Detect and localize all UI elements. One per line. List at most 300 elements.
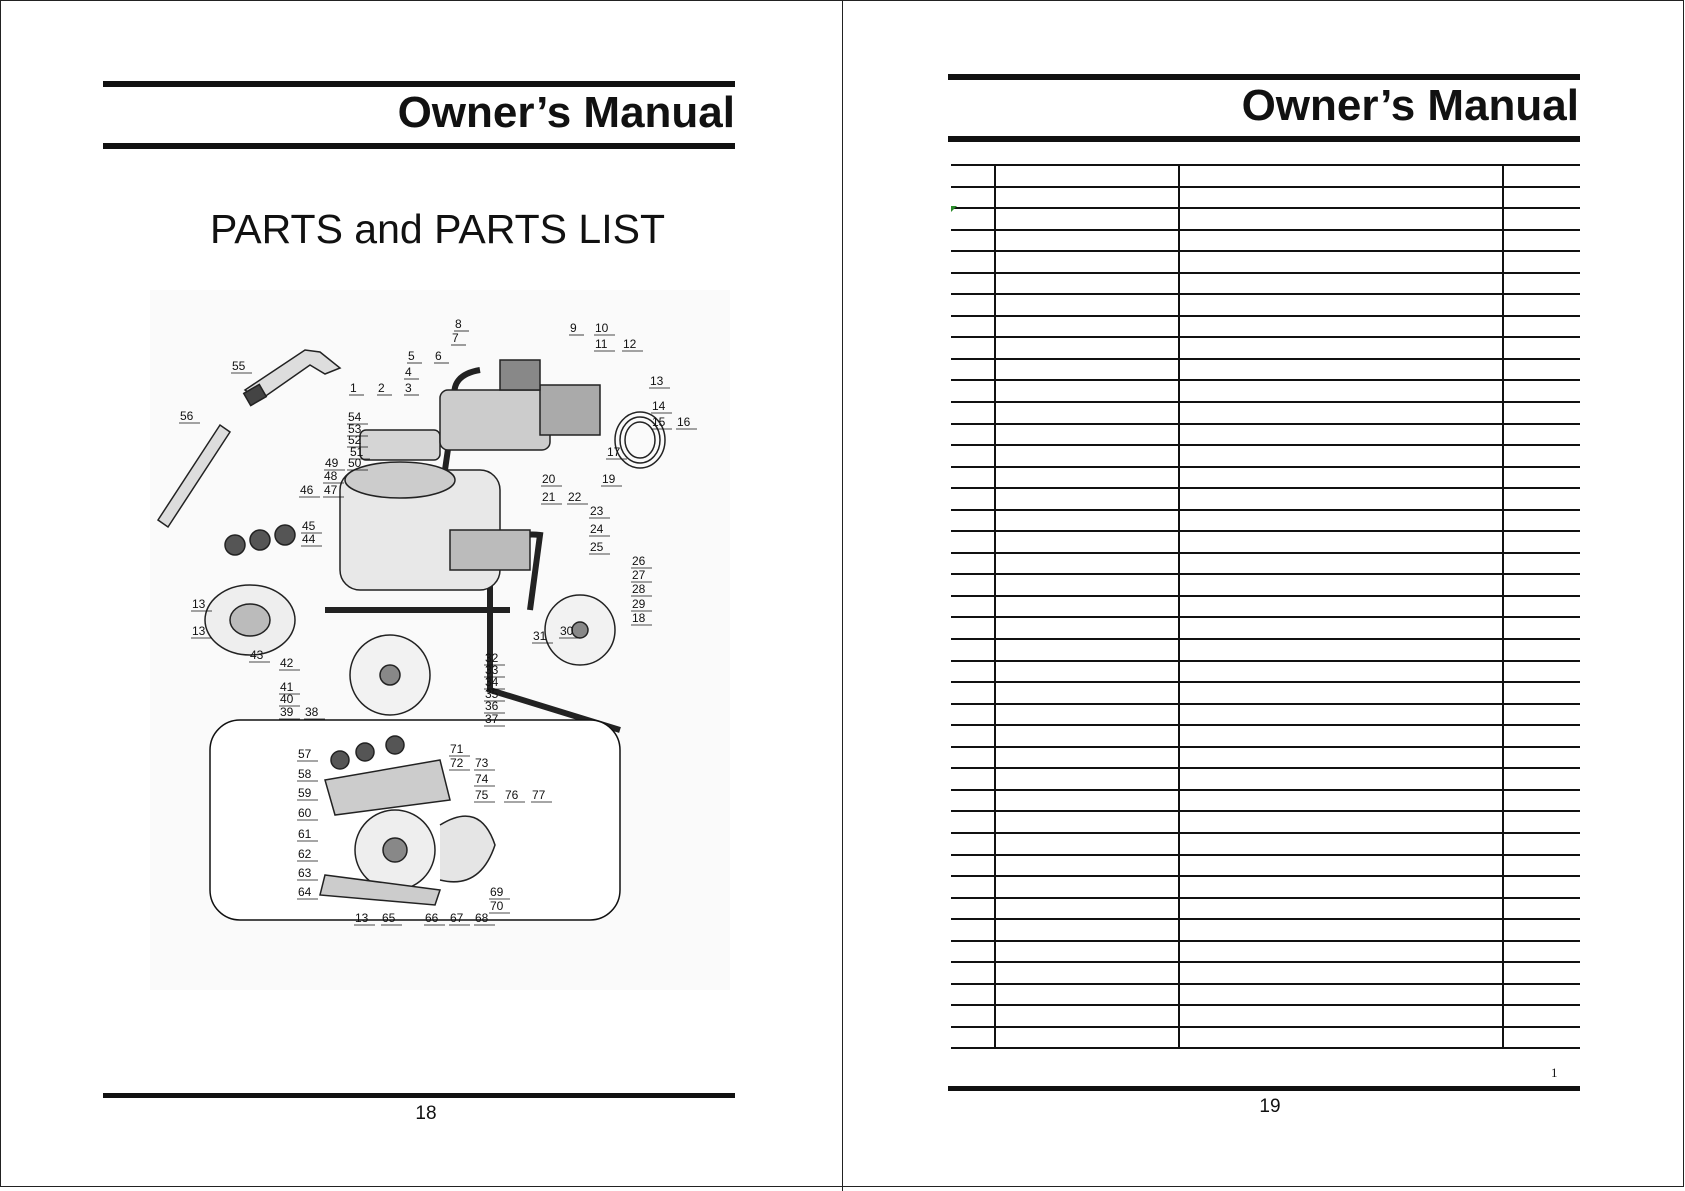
table-cell — [951, 488, 995, 510]
table-row — [951, 790, 1580, 812]
table-cell — [951, 941, 995, 963]
callout-46: 46 — [300, 483, 314, 497]
table-cell — [1503, 639, 1580, 661]
table-cell — [1179, 187, 1503, 209]
table-cell — [1503, 855, 1580, 877]
callout-27: 27 — [632, 568, 646, 582]
table-cell — [951, 531, 995, 553]
callout-65: 65 — [382, 911, 396, 925]
callout-45: 45 — [302, 519, 316, 533]
exploded-parts-diagram — [150, 290, 730, 990]
callout-13: 13 — [650, 374, 664, 388]
table-cell — [1179, 510, 1503, 532]
table-cell — [995, 510, 1179, 532]
callout-48: 48 — [324, 469, 338, 483]
callout-9: 9 — [570, 321, 577, 335]
table-cell — [995, 380, 1179, 402]
callout-53: 53 — [348, 422, 362, 436]
callout-64: 64 — [298, 885, 312, 899]
callout-28: 28 — [632, 582, 646, 596]
table-cell — [951, 1027, 995, 1049]
table-cell — [1179, 208, 1503, 230]
table-cell — [951, 402, 995, 424]
table-cell — [1179, 380, 1503, 402]
callout-2: 2 — [378, 381, 385, 395]
table-cell — [1503, 531, 1580, 553]
table-cell — [1179, 984, 1503, 1006]
table-cell — [951, 467, 995, 489]
table-row — [951, 316, 1580, 338]
callout-41: 41 — [280, 680, 294, 694]
callout-12: 12 — [623, 337, 637, 351]
table-cell — [1179, 833, 1503, 855]
table-cell — [995, 273, 1179, 295]
callout-71: 71 — [450, 742, 464, 756]
table-cell — [1179, 467, 1503, 489]
table-cell — [995, 424, 1179, 446]
callout-42: 42 — [280, 656, 294, 670]
callout-4: 4 — [405, 365, 412, 379]
table-row — [951, 467, 1580, 489]
table-row — [951, 574, 1580, 596]
callout-67: 67 — [450, 911, 464, 925]
callout-44: 44 — [302, 532, 316, 546]
table-cell — [951, 273, 995, 295]
table-cell — [951, 790, 995, 812]
callout-25: 25 — [590, 540, 604, 554]
table-cell — [1179, 725, 1503, 747]
table-row — [951, 617, 1580, 639]
table-cell — [951, 359, 995, 381]
table-row — [951, 510, 1580, 532]
table-cell — [995, 187, 1179, 209]
table-cell — [1179, 294, 1503, 316]
table-cell — [995, 725, 1179, 747]
table-cell — [1179, 962, 1503, 984]
table-cell — [995, 488, 1179, 510]
table-cell — [951, 165, 995, 187]
table-cell — [951, 682, 995, 704]
table-cell — [951, 962, 995, 984]
table-row — [951, 919, 1580, 941]
callout-77: 77 — [532, 788, 546, 802]
footer-rule — [948, 1086, 1580, 1091]
callout-54: 54 — [348, 410, 362, 424]
table-cell — [995, 596, 1179, 618]
callout-57: 57 — [298, 747, 312, 761]
table-cell — [1179, 919, 1503, 941]
table-cell — [951, 424, 995, 446]
table-cell — [1503, 251, 1580, 273]
header-rule-bottom — [948, 136, 1580, 142]
table-row — [951, 962, 1580, 984]
table-cell — [1503, 316, 1580, 338]
table-row — [951, 811, 1580, 833]
table-cell — [1179, 337, 1503, 359]
callout-55: 55 — [232, 359, 246, 373]
table-row — [951, 402, 1580, 424]
green-marker — [951, 206, 957, 212]
table-cell — [951, 553, 995, 575]
callout-17: 17 — [607, 445, 621, 459]
table-cell — [951, 596, 995, 618]
table-row — [951, 553, 1580, 575]
table-cell — [995, 574, 1179, 596]
table-cell — [995, 704, 1179, 726]
table-cell — [995, 962, 1179, 984]
table-cell — [1503, 725, 1580, 747]
table-cell — [995, 790, 1179, 812]
table-cell — [1503, 876, 1580, 898]
callout-11: 11 — [595, 337, 608, 351]
table-cell — [995, 833, 1179, 855]
table-cell — [951, 617, 995, 639]
callout-29: 29 — [632, 597, 646, 611]
table-cell — [1503, 1027, 1580, 1049]
callout-47: 47 — [324, 483, 338, 497]
table-cell — [1503, 898, 1580, 920]
callout-13: 13 — [355, 911, 369, 925]
table-row — [951, 984, 1580, 1006]
table-cell — [1179, 574, 1503, 596]
table-cell — [995, 811, 1179, 833]
table-row — [951, 1005, 1580, 1027]
callout-24: 24 — [590, 522, 604, 536]
callout-49: 49 — [325, 456, 339, 470]
table-row — [951, 380, 1580, 402]
callout-62: 62 — [298, 847, 312, 861]
callout-8: 8 — [455, 317, 462, 331]
table-cell — [1179, 941, 1503, 963]
table-cell — [1503, 747, 1580, 769]
page-number: 19 — [1259, 1096, 1281, 1117]
table-cell — [1179, 531, 1503, 553]
callout-6: 6 — [435, 349, 442, 363]
callout-23: 23 — [590, 504, 604, 518]
table-cell — [1179, 596, 1503, 618]
table-cell — [995, 165, 1179, 187]
table-row — [951, 251, 1580, 273]
table-cell — [1503, 768, 1580, 790]
header-rule-top — [103, 81, 735, 87]
table-cell — [1503, 919, 1580, 941]
parts-list-table — [951, 164, 1580, 1049]
table-cell — [1179, 445, 1503, 467]
table-row — [951, 359, 1580, 381]
table-cell — [1179, 424, 1503, 446]
table-cell — [1503, 165, 1580, 187]
table-cell — [1503, 617, 1580, 639]
callout-58: 58 — [298, 767, 312, 781]
table-row — [951, 187, 1580, 209]
table-cell — [1503, 445, 1580, 467]
table-cell — [1503, 273, 1580, 295]
table-cell — [1503, 359, 1580, 381]
table-cell — [951, 704, 995, 726]
table-row — [951, 208, 1580, 230]
table-cell — [995, 617, 1179, 639]
table-cell — [951, 445, 995, 467]
callout-7: 7 — [452, 331, 459, 345]
callout-51: 51 — [350, 445, 364, 459]
table-cell — [951, 230, 995, 252]
table-cell — [1179, 876, 1503, 898]
right-page — [843, 0, 1685, 1191]
table-cell — [951, 725, 995, 747]
table-cell — [995, 316, 1179, 338]
table-cell — [951, 1005, 995, 1027]
callout-43: 43 — [250, 648, 264, 662]
table-row — [951, 941, 1580, 963]
table-cell — [995, 1005, 1179, 1027]
callout-50: 50 — [348, 456, 362, 470]
table-cell — [1503, 811, 1580, 833]
table-cell — [951, 337, 995, 359]
table-cell — [951, 187, 995, 209]
table-cell — [995, 682, 1179, 704]
table-cell — [995, 251, 1179, 273]
callout-1: 1 — [350, 381, 357, 395]
page-header-title: Owner’s Manual — [1241, 81, 1579, 130]
table-cell — [995, 553, 1179, 575]
table-cell — [995, 445, 1179, 467]
callout-70: 70 — [490, 899, 504, 913]
callout-5: 5 — [408, 349, 415, 363]
table-cell — [951, 811, 995, 833]
table-cell — [951, 898, 995, 920]
table-cell — [1503, 380, 1580, 402]
table-cell — [995, 876, 1179, 898]
callout-73: 73 — [475, 756, 489, 770]
footer-mark: 1 — [1551, 1065, 1558, 1080]
table-row — [951, 747, 1580, 769]
callout-15: 15 — [652, 415, 666, 429]
callout-19: 19 — [602, 472, 616, 486]
callout-61: 61 — [298, 827, 312, 841]
table-cell — [1503, 596, 1580, 618]
table-cell — [951, 984, 995, 1006]
table-row — [951, 855, 1580, 877]
table-row — [951, 230, 1580, 252]
callout-56: 56 — [180, 409, 194, 423]
callout-37: 37 — [485, 712, 499, 726]
table-cell — [995, 898, 1179, 920]
table-row — [951, 768, 1580, 790]
table-cell — [1179, 553, 1503, 575]
callout-33: 33 — [485, 663, 499, 677]
callout-34: 34 — [485, 675, 499, 689]
table-cell — [951, 294, 995, 316]
table-row — [951, 273, 1580, 295]
callout-52: 52 — [348, 433, 362, 447]
table-cell — [995, 639, 1179, 661]
header-rule-bottom — [103, 143, 735, 149]
table-cell — [1503, 208, 1580, 230]
table-cell — [995, 919, 1179, 941]
table-row — [951, 531, 1580, 553]
table-cell — [995, 661, 1179, 683]
table-cell — [995, 294, 1179, 316]
table-row — [951, 424, 1580, 446]
table-cell — [951, 661, 995, 683]
table-cell — [995, 531, 1179, 553]
table-cell — [1503, 682, 1580, 704]
table-cell — [1179, 704, 1503, 726]
table-cell — [951, 208, 995, 230]
table-cell — [1503, 704, 1580, 726]
callout-63: 63 — [298, 866, 312, 880]
table-cell — [1503, 424, 1580, 446]
table-cell — [1503, 833, 1580, 855]
callout-68: 68 — [475, 911, 489, 925]
callout-72: 72 — [450, 756, 464, 770]
table-cell — [1503, 1005, 1580, 1027]
table-cell — [951, 747, 995, 769]
table-cell — [995, 337, 1179, 359]
callout-14: 14 — [652, 399, 666, 413]
table-cell — [1503, 941, 1580, 963]
table-row — [951, 833, 1580, 855]
table-cell — [1179, 682, 1503, 704]
table-cell — [995, 747, 1179, 769]
table-cell — [1179, 230, 1503, 252]
table-cell — [1179, 165, 1503, 187]
callout-60: 60 — [298, 806, 312, 820]
table-cell — [951, 833, 995, 855]
table-cell — [1503, 402, 1580, 424]
table-row — [951, 337, 1580, 359]
callout-32: 32 — [485, 651, 499, 665]
callout-31: 31 — [533, 629, 547, 643]
table-row — [951, 294, 1580, 316]
callout-10: 10 — [595, 321, 609, 335]
left-page — [0, 0, 842, 1191]
callout-35: 35 — [485, 687, 499, 701]
table-cell — [1179, 359, 1503, 381]
table-cell — [995, 402, 1179, 424]
callout-22: 22 — [568, 490, 582, 504]
table-cell — [1179, 790, 1503, 812]
callout-39: 39 — [280, 705, 294, 719]
table-cell — [951, 251, 995, 273]
table-cell — [1503, 790, 1580, 812]
table-cell — [1179, 639, 1503, 661]
callout-26: 26 — [632, 554, 646, 568]
callout-3: 3 — [405, 381, 412, 395]
callout-69: 69 — [490, 885, 504, 899]
callout-20: 20 — [542, 472, 556, 486]
table-cell — [1179, 316, 1503, 338]
callout-36: 36 — [485, 699, 499, 713]
callout-76: 76 — [505, 788, 519, 802]
callout-30: 30 — [560, 624, 574, 638]
section-title: PARTS and PARTS LIST — [210, 206, 665, 252]
table-cell — [995, 467, 1179, 489]
table-cell — [1179, 273, 1503, 295]
table-cell — [1179, 768, 1503, 790]
callout-18: 18 — [632, 611, 646, 625]
table-row — [951, 1027, 1580, 1049]
table-cell — [1179, 488, 1503, 510]
table-cell — [1179, 661, 1503, 683]
callout-59: 59 — [298, 786, 312, 800]
table-row — [951, 682, 1580, 704]
table-row — [951, 725, 1580, 747]
table-cell — [1503, 510, 1580, 532]
callout-38: 38 — [305, 705, 319, 719]
table-cell — [995, 941, 1179, 963]
callout-16: 16 — [677, 415, 691, 429]
callout-13: 13 — [192, 624, 206, 638]
table-cell — [1503, 294, 1580, 316]
table-cell — [1179, 811, 1503, 833]
table-row — [951, 898, 1580, 920]
table-cell — [1503, 337, 1580, 359]
table-cell — [1179, 402, 1503, 424]
table-row — [951, 488, 1580, 510]
table-cell — [1179, 898, 1503, 920]
table-row — [951, 596, 1580, 618]
table-cell — [951, 510, 995, 532]
table-cell — [1503, 553, 1580, 575]
table-cell — [1503, 187, 1580, 209]
table-cell — [951, 855, 995, 877]
table-cell — [1179, 1005, 1503, 1027]
table-row — [951, 445, 1580, 467]
table-cell — [995, 768, 1179, 790]
table-cell — [951, 876, 995, 898]
header-rule-top — [948, 74, 1580, 80]
table-cell — [1179, 747, 1503, 769]
table-cell — [1179, 855, 1503, 877]
table-cell — [1179, 251, 1503, 273]
table-row — [951, 704, 1580, 726]
callout-66: 66 — [425, 911, 439, 925]
table-row — [951, 876, 1580, 898]
table-cell — [995, 359, 1179, 381]
table-cell — [1503, 661, 1580, 683]
table-cell — [995, 208, 1179, 230]
table-cell — [995, 855, 1179, 877]
callout-21: 21 — [542, 490, 556, 504]
table-cell — [1503, 962, 1580, 984]
table-cell — [1503, 488, 1580, 510]
table-cell — [951, 316, 995, 338]
table-cell — [951, 574, 995, 596]
table-row — [951, 639, 1580, 661]
table-row — [951, 661, 1580, 683]
callout-40: 40 — [280, 692, 294, 706]
table-cell — [995, 1027, 1179, 1049]
table-cell — [995, 984, 1179, 1006]
table-cell — [1503, 467, 1580, 489]
table-cell — [951, 639, 995, 661]
callout-13: 13 — [192, 597, 206, 611]
callout-74: 74 — [475, 772, 489, 786]
table-cell — [951, 768, 995, 790]
table-cell — [1179, 1027, 1503, 1049]
callout-75: 75 — [475, 788, 489, 802]
table-cell — [1179, 617, 1503, 639]
table-cell — [1503, 574, 1580, 596]
table-row — [951, 165, 1580, 187]
table-cell — [1503, 984, 1580, 1006]
page-header-title: Owner’s Manual — [397, 88, 735, 137]
table-cell — [951, 919, 995, 941]
footer-rule — [103, 1093, 735, 1098]
table-cell — [951, 380, 995, 402]
page-number: 18 — [415, 1103, 437, 1124]
